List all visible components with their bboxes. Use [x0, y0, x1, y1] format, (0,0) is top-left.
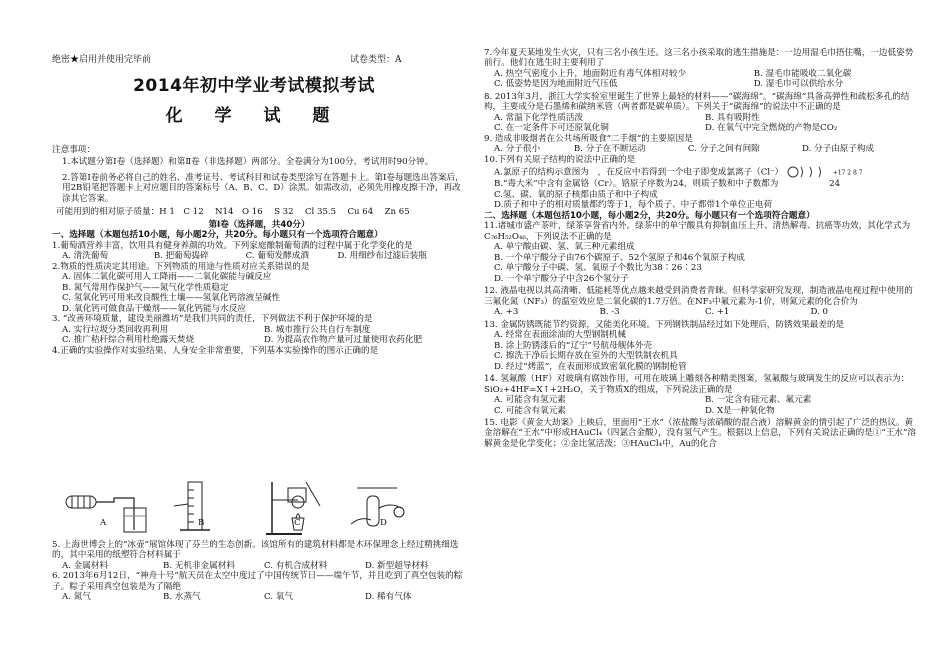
q8-option-c: C. 在一定条件下可还原氧化铜 — [494, 123, 609, 134]
q7-options-ab — [484, 69, 916, 79]
q11-stem: 11.诸城市盛产茶叶，绿茶享誉省内外。绿茶中的单宁酸具有抑制血压上升、清热解毒、抗癌等功效，其化学式为C₇₆H₅₂O₄₆，下列说法不正确的是 — [484, 221, 911, 242]
q9-option-a: A. 分子很小 — [494, 144, 541, 155]
q7-stem: 7.今年夏天某地发生火灾，只有三名小孩生还。这三名小孩采取的逃生措施是：一边用湿毛巾捂住嘴，一边低姿势前行。他们在逃生时主要利用了 — [484, 48, 914, 69]
secret-label: 绝密★启用并使用完毕前 — [52, 55, 152, 65]
section1-title: 第Ⅰ卷（选择题，共40分） — [208, 219, 310, 230]
q12-option-b: B. -3 — [599, 307, 620, 318]
q10-option-b-number: 24 — [829, 179, 841, 190]
q9-option-b: B. 分子在不断运动 — [573, 144, 646, 155]
q6-options — [52, 592, 466, 602]
q3-option-c: C. 推广秸秆综合利用杜绝露天焚烧 — [62, 335, 195, 346]
q5-option-c: C. 有机合成材料 — [264, 560, 328, 571]
part1-title: 一、选择题（本题包括10小题，每小题2分，共20分。每小题只有一个选项符合题意） — [52, 230, 383, 241]
figure-c-heating-beaker-icon — [262, 478, 332, 538]
q5-option-b: B. 无机非金属材料 — [163, 560, 235, 571]
q10-stem: 10.下列有关原子结构的说法中正确的是 — [484, 154, 636, 165]
q11-option-a: A. 单宁酸由碳、氢、氧三种元素组成 — [494, 242, 635, 253]
paper-type: 试卷类型：A — [350, 55, 402, 65]
q1-options — [52, 251, 466, 261]
q5-options — [52, 561, 466, 571]
figure-c-label: C — [294, 518, 301, 528]
q15-stem: 15. 电影《黄金大劫案》上映后，里面用“王水”（浓盐酸与浓硝酸的混合液）溶解黄金的情引起了广泛的热议。黄金溶解在“王水”中形成HAuCl₄（四氯合金酸），没有氢气产生。根据以上信息，下列有关说法正确的是①“王水”溶解黄金是化学变化；②金比氢活泼；③HAuCl₄中，Au的化合 — [484, 417, 916, 449]
q14-option-b: B. 一定含有硅元素、氟元素 — [705, 395, 812, 406]
q5-option-d: D. 新型超导材料 — [365, 560, 429, 571]
q3-options-ab — [52, 325, 466, 335]
q13-option-c: C. 擦洗干净后长期存放在室外的大型铁制农机具 — [494, 351, 678, 362]
figure-a-label: A — [100, 518, 107, 528]
q8-option-d: D. 在氧气中完全燃烧的产物是CO₂ — [705, 123, 838, 134]
figure-d-label: D — [380, 518, 387, 528]
notice-heading: 注意事项： — [52, 145, 95, 155]
q4-figures — [62, 478, 452, 538]
atom-diagram-label: +17 2 8 7 — [832, 169, 863, 177]
q9-stem: 9. 造成非吸烟者在公共场所吸食“二手烟”的主要原因是 — [484, 133, 693, 144]
q5-stem: 5. 上海世博会上的“冰壶”展馆体现了芬兰的生态创新。该馆所有的建筑材料都是木环保理念上经过精挑细选的，其中采用的纸塑符合材料属于 — [52, 540, 459, 561]
q1-stem: 1.葡萄酒营养丰富，饮用具有健身养颜的功效。下列家庭酿制葡萄酒的过程中属于化学变化的是 — [52, 240, 413, 251]
q11-option-c: C. 单宁酸分子中碳、氢、氧原子个数比为38∶26∶23 — [494, 263, 702, 274]
q13-stem: 13. 金属防锈既能节约资源，又能美化环境。下列钢铁制品经过如下处理后，防锈效果最差的是 — [484, 319, 845, 330]
notice-item-2: 2.答第Ⅰ卷前务必将自己的姓名、准考证号、考试科目和试卷类型涂写在答题卡上。第Ⅰ卷每题选出答案后，用2B铅笔把答题卡上对应题目的答案标号（A、B、C、D）涂黑。如需改动，必须先用橡皮擦干净，再改涂其它答案。 — [62, 172, 464, 204]
q4-stem: 4.正确的实验操作对实验结果、人身安全非常重要，下列基本实验操作的图示正确的是 — [52, 345, 379, 356]
header — [52, 55, 452, 66]
q6-option-b: B. 水蒸气 — [163, 592, 201, 603]
q13-option-b: B. 涂上防锈漆后的“辽宁”号航母舰体外壳 — [494, 340, 653, 351]
figure-d-test-tube-icon — [347, 478, 411, 534]
q14-options-cd — [484, 406, 916, 416]
right-column — [484, 48, 916, 449]
q7-option-d: D. 湿毛巾可以供给水分 — [753, 79, 844, 90]
q5-option-a: A. 金属材料 — [62, 560, 109, 571]
q14-option-a: A. 可能含有氢元素 — [494, 395, 566, 406]
q7-option-b: B. 湿毛巾能吸收二氧化碳 — [753, 68, 852, 79]
figure-b-label: B — [198, 518, 205, 528]
q2-option-b: B. 氮气常用作保护气——氮气化学性质稳定 — [62, 282, 229, 293]
q3-options-cd — [52, 335, 466, 345]
page-subtitle: 化 学 试 题 — [165, 106, 343, 126]
q9-options — [484, 144, 916, 154]
q2-option-a: A. 固体二氧化碳可用人工降雨——二氧化碳能与碱反应 — [62, 272, 272, 283]
q10-option-a-text: A.氯原子的结构示意图为 ，在反应中若得到一个电子即变成氯离子（Cl⁻） — [494, 167, 784, 178]
q7-option-c: C. 低姿势是因为地面附近气压低 — [494, 79, 618, 90]
q14-stem: 14. 氢氟酸（HF）对玻璃有腐蚀作用，可用在玻璃上雕刻各种精美图案，氢氟酸与玻璃发生的反应可以表示为：SiO₂+4HF=X↑+2H₂O，关于物质X的组成，下列说法正确的是 — [484, 374, 910, 395]
q9-option-d: D. 分子由原子构成 — [801, 144, 875, 155]
q8-options-ab — [484, 113, 916, 123]
q12-option-a: A. +3 — [494, 307, 519, 318]
part2-title: 二、选择题（本题包括10小题，每小题2分，共20分。每小题只有一个选项符合题意） — [484, 210, 815, 221]
q14-option-c: C. 可能含有氧元素 — [494, 405, 566, 416]
q3-option-b: B. 城市推行公共自行车制度 — [264, 324, 371, 335]
q1-option-a: A. 清洗葡萄 — [62, 251, 109, 262]
q10-option-b — [484, 179, 916, 189]
chlorine-atom-diagram-icon — [786, 165, 830, 179]
q12-option-c: C. +1 — [705, 307, 730, 318]
q9-option-c: C. 分子之间有间隙 — [687, 144, 760, 155]
left-column — [52, 145, 466, 356]
q3-option-d: D. 为提高农作物产量可过量使用农药化肥 — [264, 335, 423, 346]
figure-b-graduated-cylinder-icon — [172, 478, 222, 536]
q1-option-d: D. 用细纱布过滤后装瓶 — [337, 251, 427, 262]
q11-option-b: B. 一个单宁酸分子由76个碳原子、52个氢原子和46个氧原子构成 — [494, 252, 745, 263]
q12-options — [484, 307, 916, 317]
q2-option-d: D. 氧化钙可做食品干燥剂——氧化钙能与水反应 — [62, 303, 246, 314]
atomic-masses: 可能用到的相对原子质量：H 1 C 12 N14 O 16 S 32 Cl 35.5 Cu 64 Zn 65 — [56, 207, 410, 218]
q6-option-c: C. 氧气 — [264, 592, 293, 603]
q3-option-a: A. 实行垃圾分类回收再利用 — [62, 324, 169, 335]
q3-stem: 3. “改善环境质量，建设美丽潍坊”是我们共同的责任，下列做法不利于保护环境的是 — [52, 314, 373, 325]
q14-options-ab — [484, 395, 916, 405]
notice-item-1: 1.本试题分第Ⅰ卷（选择题）和第Ⅱ卷（非选择题）两部分。全卷满分为100分，考试用时90分钟。 — [62, 157, 434, 168]
q10-option-a — [484, 165, 916, 179]
q1-option-b: B. 把葡萄捣碎 — [153, 251, 209, 262]
figure-a-gas-test-icon — [62, 478, 154, 534]
q7-option-a: A. 热空气密度小上升，地面附近有毒气体相对较少 — [494, 68, 687, 79]
q11-option-d: D. 一个单宁酸分子中含26个氢分子 — [494, 273, 629, 284]
q14-option-d: D. X是一种氧化物 — [705, 405, 775, 416]
q8-stem: 8. 2013年3月，浙江大学实验室里诞生了世界上最轻的材料——“碳海绵”。“碳海绵”具备高弹性和疏松多孔的结构，主要成分是石墨烯和碳纳米管（两者都是碳单质）。下列关于“碳海绵”的说法中不正确的是 — [484, 91, 910, 113]
q2-stem: 2.物质的性质决定其用途。下列物质的用途与性质对应关系错误的是 — [52, 261, 310, 272]
q10-option-d: D.质子和中子的相对质量都约等于1，每个质子、中子都带1个单位正电荷 — [494, 200, 773, 211]
q6-option-d: D. 稀有气体 — [365, 592, 412, 603]
q8-options-cd — [484, 123, 916, 133]
q6-option-a: A. 氮气 — [62, 592, 91, 603]
q12-option-d: D. 0 — [810, 307, 829, 318]
q6-stem: 6. 2013年6月12日，“神舟十号”航天员在太空中度过了中国传统节日——端午节，并且吃到了真空包装的粽子。粽子采用真空包装是为了隔绝 — [52, 571, 463, 592]
q12-stem: 12. 液晶电视以其高清晰、低能耗等优点越来越受到消费者青睐。但科学家研究发现，制造液晶电视过程中使用的三氟化氮（NF₃）的温室效应是二氧化碳的1.7万倍。在NF₃中氟元素为-1价，则氮元素的化合价为 — [484, 286, 913, 307]
q13-option-a: A. 经常在表面涂油的大型钢制机械 — [494, 330, 626, 341]
q8-option-b: B. 具有吸附性 — [705, 112, 760, 123]
q10-option-b-text: B.“毒大米”中含有金属铬（Cr）。铬原子序数为24，则质子数和中子数都为 — [494, 179, 779, 190]
q13-option-d: D. 经过“烤蓝”，在表面形成致密氧化膜的钢制枪管 — [494, 361, 687, 372]
page-title: 2014年初中学业考试模拟考试 — [133, 76, 375, 96]
q10-option-c: C.氢、碳、氧的原子核都由质子和中子构成 — [494, 189, 658, 200]
left-column-bottom — [52, 540, 466, 603]
q7-options-cd — [484, 79, 916, 89]
q2-option-c: C. 氢氧化钙可用来改良酸性土壤——氢氧化钙溶液呈碱性 — [62, 293, 280, 304]
q8-option-a: A. 常温下化学性质活泼 — [494, 112, 584, 123]
q1-option-c: C. 葡萄发酵成酒 — [245, 251, 309, 262]
